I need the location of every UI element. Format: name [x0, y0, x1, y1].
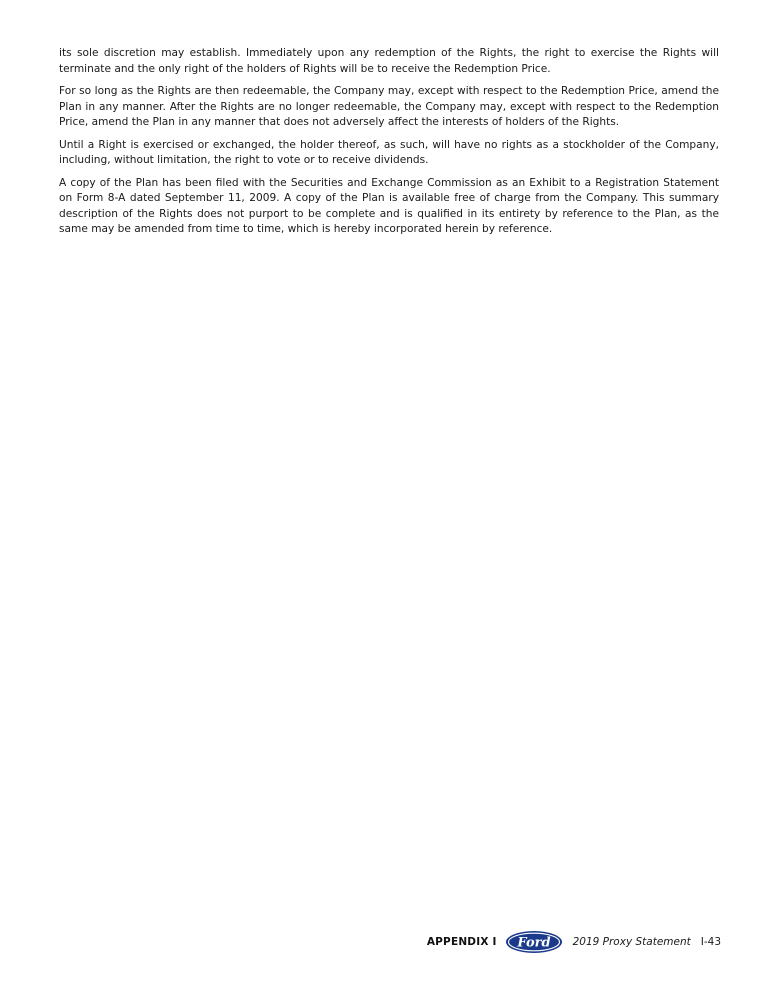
statement-title: 2019 Proxy Statement — [572, 936, 691, 948]
ford-logo-icon — [505, 930, 563, 954]
body-paragraph-stockholder-rights: Until a Right is exercised or exchanged, the holder thereof, as such, will have no rights as a stockholder of the Company, including, without limitation, the right to vote or to receive dividends. — [59, 138, 719, 166]
page-number: I-43 — [700, 936, 721, 948]
document-body — [59, 46, 719, 245]
body-paragraph-redemption: its sole discretion may establish. Immediately upon any redemption of the Rights, the right to exercise the Rights will terminate and the only right of the holders of Rights will be to receive the Redemption Price. — [59, 47, 719, 75]
body-paragraph-plan-filing: A copy of the Plan has been filed with the Securities and Exchange Commission as an Exhibit to a Registration Statement on Form 8-A dated September 11, 2009. A copy of the Plan is available free of charge from the Company. This summary description of the Rights does not purport to be complete and is qualified in its entirety by reference to the Plan, as the same may be amended from time to time, which is hereby incorporated herein by reference. — [59, 176, 719, 235]
appendix-label: APPENDIX I — [426, 936, 497, 948]
page-footer — [427, 927, 721, 957]
body-paragraph-amendment: For so long as the Rights are then redeemable, the Company may, except with respect to the Redemption Price, amend the Plan in any manner. After the Rights are no longer redeemable, the Company may, except with respect to the Redemption Price, amend the Plan in any manner that does not adversely affect the interests of holders of the Rights. — [59, 85, 719, 128]
ford-logo-text: Ford — [517, 935, 551, 951]
